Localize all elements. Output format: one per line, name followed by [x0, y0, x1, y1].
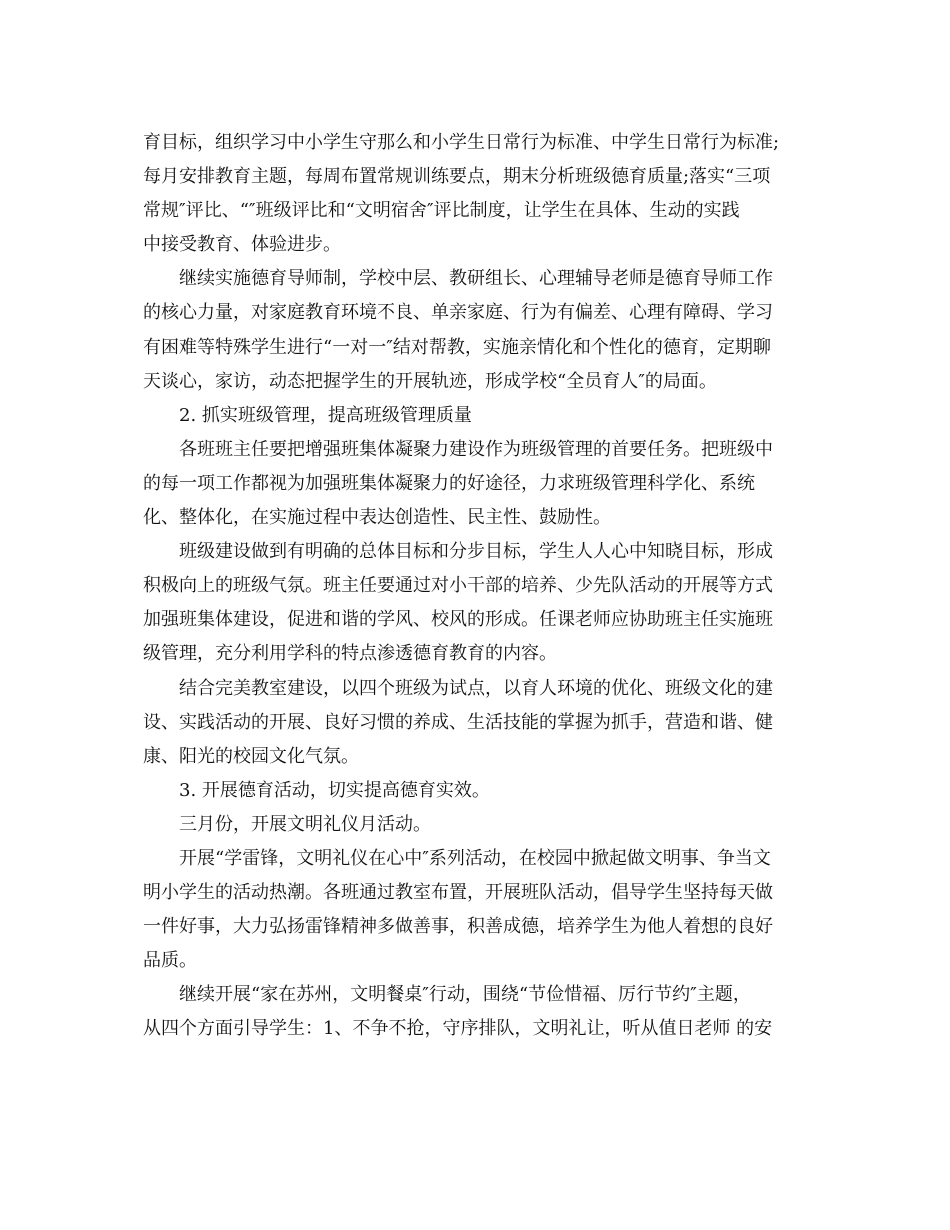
text-line: 常规″评比、“″班级评比和“文明宿舍″评比制度，让学生在具体、生动的实践: [143, 200, 740, 222]
text-line: 结合完美教室建设，以四个班级为试点，以育人环境的优化、班级文化的建: [179, 677, 773, 699]
text-line: 级管理，充分利用学科的特点渗透德育教育的内容。: [143, 643, 557, 665]
text-line: 继续实施德育导师制，学校中层、教研组长、心理辅导老师是德育导师工作: [179, 268, 773, 290]
text-line: 开展“学雷锋，文明礼仪在心中″系列活动，在校园中掀起做文明事、争当文: [179, 847, 771, 869]
text-line: 各班班主任要把增强班集体凝聚力建设作为班级管理的首要任务。把班级中: [179, 438, 773, 460]
text-line: 设、实践活动的开展、良好习惯的养成、生活技能的掌握为抓手，营造和谐、健: [143, 711, 773, 733]
text-line: 继续开展“家在苏州，文明餐桌″行动，围绕“节俭惜福、厉行节约″主题，: [179, 984, 751, 1006]
text-line: 有困难等特殊学生进行“一对一″结对帮教，实施亲情化和个性化的德育，定期聊: [143, 336, 771, 358]
text-line: 的每一项工作都视为加强班集体凝聚力的好途径，力求班级管理科学化、系统: [143, 472, 755, 494]
text-line: 一件好事，大力弘扬雷锋精神多做善事，积善成德，培养学生为他人着想的良好: [143, 916, 773, 938]
text-line: 育目标，组织学习中小学生守那么和小学生日常行为标准、中学生日常行为标准;: [143, 132, 780, 153]
text-line: 加强班集体建设，促进和谐的学风、校风的形成。任课老师应协助班主任实施班: [143, 609, 773, 631]
text-line: 三月份，开展文明礼仪月活动。: [179, 813, 431, 835]
text-line: 2. 抓实班级管理，提高班级管理质量: [179, 404, 472, 426]
document-body: [143, 126, 805, 1047]
text-line: 从四个方面引导学生：1、不争不抢，守序排队，文明礼让，听从值日老师 的安: [143, 1018, 773, 1040]
text-line: 康、阳光的校园文化气氛。: [143, 745, 359, 767]
text-line: 每月安排教育主题，每周布置常规训练要点，期末分析班级德育质量;落实“三项: [143, 166, 771, 188]
text-line: 3. 开展德育活动，切实提高德育实效。: [179, 779, 490, 801]
text-line: 的核心力量，对家庭教育环境不良、单亲家庭、行为有偏差、心理有障碍、学习: [143, 302, 773, 324]
text-line: 积极向上的班级气氛。班主任要通过对小干部的培养、少先队活动的开展等方式: [143, 575, 773, 597]
text-line: 天谈心，家访，动态把握学生的开展轨迹，形成学校“全员育人″的局面。: [143, 370, 717, 392]
text-line: 化、整体化，在实施过程中表达创造性、民主性、鼓励性。: [143, 507, 611, 529]
text-line: 品质。: [143, 950, 197, 972]
text-line: 明小学生的活动热潮。各班通过教室布置，开展班队活动，倡导学生坚持每天做: [143, 882, 773, 904]
text-line: 班级建设做到有明确的总体目标和分步目标，学生人人心中知晓目标，形成: [179, 541, 773, 563]
text-line: 中接受教育、体验进步。: [143, 234, 341, 256]
